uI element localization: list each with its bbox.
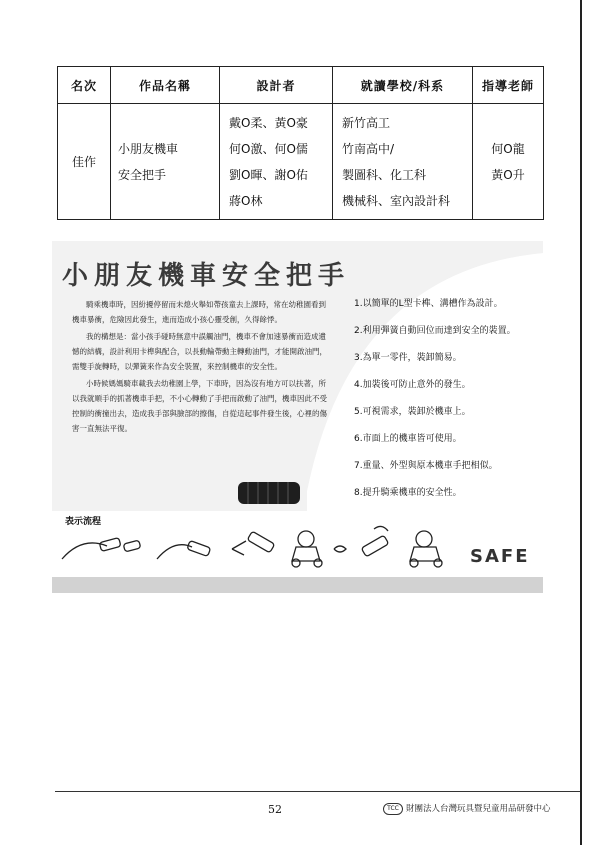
footer-divider — [55, 791, 580, 792]
header-designer: 設計者 — [220, 67, 333, 104]
school-line: 製圖科、化工科 — [342, 167, 427, 182]
story-paragraph: 騎乘機車時，因紛擾停留而未熄火舉如帶孩童去上課時，常在幼稚園看到機車暴衝，危險因此發生，進而造成小孩心靈受創，久得餘悸。 — [72, 300, 326, 324]
handle-grip-illustration — [238, 482, 300, 504]
teacher-line: 何O龍 — [491, 141, 525, 156]
list-item: 3.為單一零件，裝卸簡易。 — [354, 353, 462, 363]
org-name: 財團法人台灣玩具暨兒童用品研發中心 — [406, 804, 551, 814]
design-panel — [52, 241, 543, 593]
cell-designers — [220, 104, 333, 220]
list-item: 8.提升騎乘機車的安全性。 — [354, 488, 462, 498]
designer-line: 劉O暉、謝O佑 — [229, 167, 308, 182]
designer-line: 何O激、何O儒 — [229, 141, 308, 156]
story-paragraph: 我的構想是：當小孩手碰時無意中誤觸油門，機車不會加速暴衝而造成遺憾的結構，設計利用卡榫與配合，以長動輪帶動主轉動油門，才能開啟油門，需雙手旋轉時，以彈簧來作為安全裝置，來控制機車的安全性。 — [72, 332, 327, 371]
work-line: 小朋友機車 — [118, 141, 179, 156]
list-item: 1.以簡單的L型卡榫、溝槽作為設計。 — [354, 299, 503, 309]
page-edge-line — [580, 0, 582, 845]
cell-rank: 佳作 — [58, 104, 111, 220]
header-teacher: 指導老師 — [473, 67, 544, 104]
panel-bottom-strip — [52, 577, 543, 593]
teacher-line: 黃O升 — [491, 167, 525, 182]
award-table — [57, 66, 544, 220]
table-header-row — [58, 67, 544, 104]
school-line: 竹南高中/ — [342, 141, 395, 156]
designer-line: 戴O柔、黃O豪 — [229, 115, 308, 130]
designer-line: 蔣O林 — [229, 193, 263, 208]
list-item: 5.可視需求，裝卸於機車上。 — [354, 407, 471, 417]
safe-label: SAFE — [470, 546, 530, 567]
table-row — [58, 104, 544, 220]
flow-label: 表示流程 — [65, 517, 102, 527]
story-text — [72, 297, 328, 438]
cell-work — [111, 104, 220, 220]
page-number: 52 — [268, 803, 282, 816]
story-paragraph: 小時候媽媽騎車載我去幼稚園上學，下車時，因為沒有地方可以扶著，所以我就順手的抓著機車手把，不小心轉動了手把而啟動了油門，機車因此不受控制的衝撞出去，造成我手部與臉部的擦傷，自從這起事件發生後，心裡的傷害一直無法平復。 — [72, 379, 327, 433]
list-item: 2.利用彈簧自動回位而達到安全的裝置。 — [354, 326, 516, 336]
work-line: 安全把手 — [118, 167, 167, 182]
school-line: 新竹高工 — [342, 115, 391, 130]
panel-title: 小朋友機車安全把手 — [62, 261, 351, 291]
org-logo: TCC — [383, 803, 403, 815]
list-item: 6.市面上的機車皆可使用。 — [354, 434, 462, 444]
school-line: 機械科、室內設計科 — [342, 193, 451, 208]
list-item: 7.重量、外型與原本機車手把相似。 — [354, 461, 498, 471]
feature-list — [354, 297, 516, 513]
header-school: 就讀學校/科系 — [333, 67, 473, 104]
cell-teachers — [473, 104, 544, 220]
header-rank: 名次 — [58, 67, 111, 104]
list-item: 4.加裝後可防止意外的發生。 — [354, 380, 471, 390]
header-work: 作品名稱 — [111, 67, 220, 104]
cell-schools — [333, 104, 473, 220]
